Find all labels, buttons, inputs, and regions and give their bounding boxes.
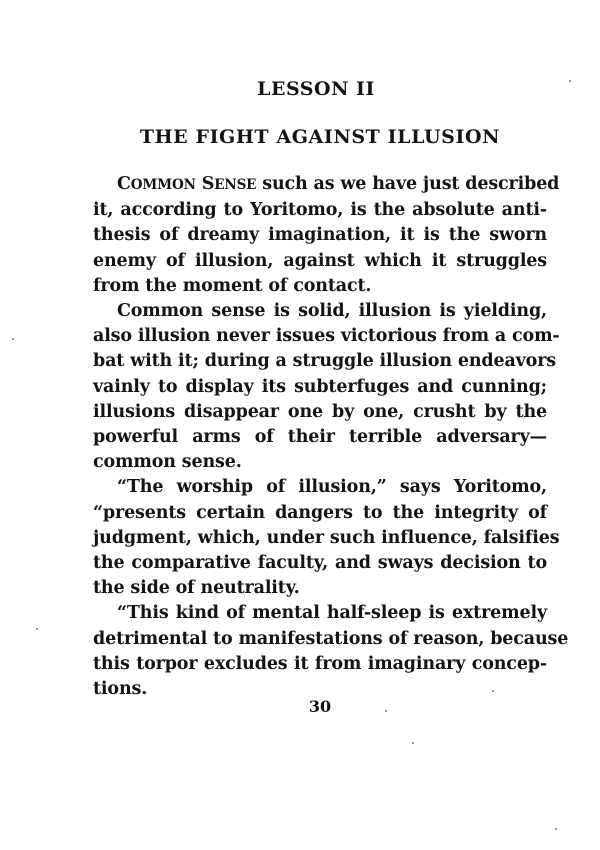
text-fragment: such as we have just described <box>256 174 560 194</box>
paper-speck <box>385 710 387 712</box>
text-line: “presents certain dangers to the integrity of <box>93 502 547 523</box>
text-line: common sense. <box>93 452 242 473</box>
text-line: judgment, which, under such influence, falsifies <box>93 527 560 548</box>
paper-speck <box>492 690 494 692</box>
small-caps-text: ENSE <box>214 177 257 193</box>
text-line: also illusion never issues victorious from a com- <box>93 326 560 347</box>
small-caps-letter: C <box>117 174 131 194</box>
paper-speck <box>569 80 571 82</box>
text-line: “The worship of illusion,” says Yoritomo, <box>117 477 547 498</box>
text-line: from the moment of contact. <box>93 275 372 296</box>
text-line <box>93 172 560 198</box>
text-line: bat with it; during a struggle illusion endeavors <box>93 351 556 372</box>
text-line: thesis of dreamy imagination, it is the sworn <box>93 225 547 246</box>
paper-speck <box>12 338 14 340</box>
small-caps-letter: S <box>201 174 215 194</box>
text-line: powerful arms of their terrible adversary— <box>93 427 547 448</box>
text-line: illusions disappear one by one, crusht by the <box>93 401 547 422</box>
small-caps-text: OMMON <box>130 177 196 193</box>
paragraph-1 <box>93 172 560 299</box>
body-text <box>93 172 569 702</box>
text-line: tions. <box>93 679 148 700</box>
text-line: detrimental to manifestations of reason, because <box>93 628 569 649</box>
page-number: 30 <box>308 697 332 716</box>
text-line: it, according to Yoritomo, is the absolute anti- <box>93 200 547 221</box>
text-line: “This kind of mental half-sleep is extremely <box>117 603 547 624</box>
text-line: Common sense is solid, illusion is yielding, <box>117 301 547 322</box>
paper-speck <box>36 628 38 630</box>
paragraph-3 <box>93 475 560 601</box>
paragraph-2 <box>93 299 560 475</box>
paragraph-4 <box>93 601 569 702</box>
text-line: the comparative faculty, and sways decision to <box>93 553 547 574</box>
chapter-title: THE FIGHT AGAINST ILLUSION <box>139 126 501 148</box>
text-line: vainly to display its subterfuges and cunning; <box>93 376 547 397</box>
text-line: this torpor excludes it from imaginary concep- <box>93 653 547 674</box>
paper-speck <box>412 742 414 744</box>
paper-speck <box>555 828 557 830</box>
lesson-heading: LESSON II <box>257 78 375 100</box>
text-line: the side of neutrality. <box>93 578 300 599</box>
text-line: enemy of illusion, against which it struggles <box>93 250 547 271</box>
